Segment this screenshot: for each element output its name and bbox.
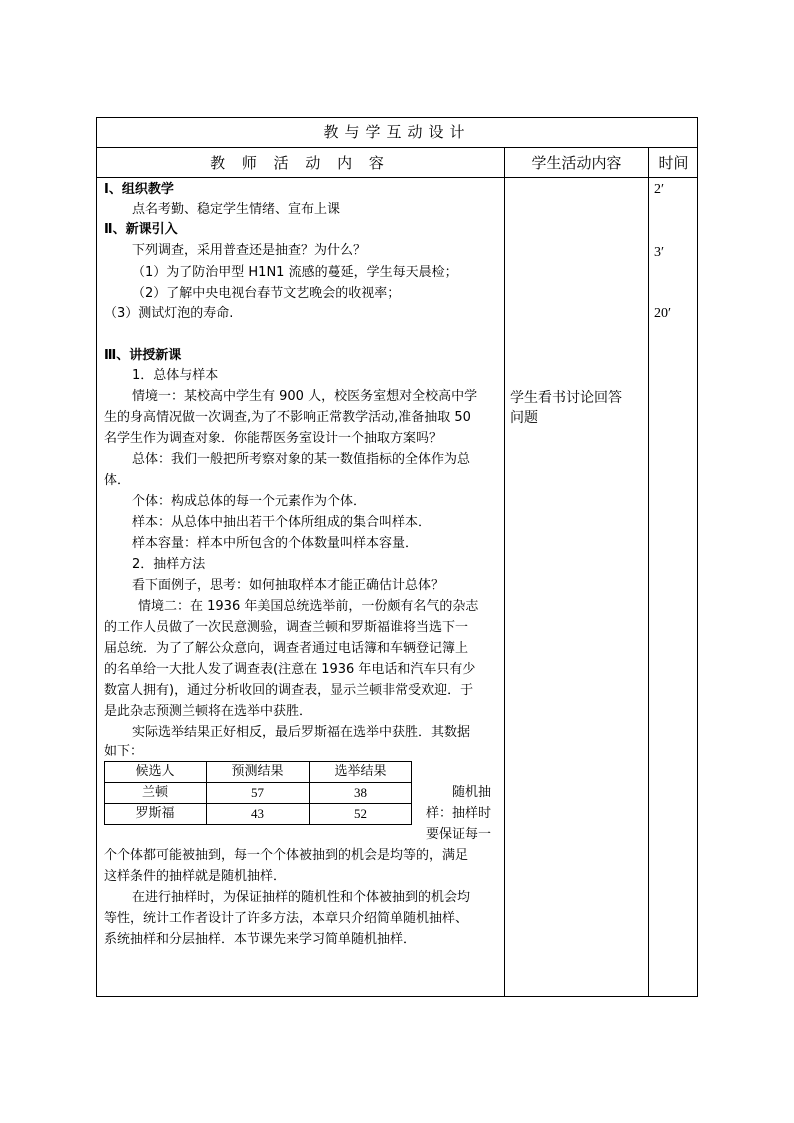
content-line: 这样条件的抽样就是随机抽样． (104, 869, 287, 884)
content-line: 样本容量：样本中所包含的个体数量叫样本容量． (132, 536, 419, 551)
content-line: 要保证每一 (426, 827, 492, 842)
header-time: 时间 (658, 154, 689, 172)
content-line: 个个体都可能被抽到，每一个个体被抽到的机会是均等的，满足 (104, 848, 469, 863)
content-line: 看下面例子，思考：如何抽取样本才能正确估计总体？ (132, 578, 445, 593)
content-line: 情境一：某校高中学生有 900 人，校医务室想对全校高中学 (132, 389, 478, 404)
content-line: 如下： (104, 744, 144, 759)
election-cell: 52 (354, 806, 367, 821)
content-line: 实际选举结果正好相反，最后罗斯福在选举中获胜．其数据 (132, 725, 471, 740)
election-table-row-divider (104, 803, 412, 804)
content-line: 的名单给一大批人发了调查表(注意在 1936 年电话和汽车只有少 (104, 662, 476, 677)
content-line: （3）测试灯泡的寿命. (104, 306, 234, 321)
content-line: 的工作人员做了一次民意测验，调查兰顿和罗斯福谁将当选下一 (104, 620, 469, 635)
content-line: 随机抽 (452, 785, 492, 800)
election-cell: 罗斯福 (135, 806, 175, 821)
student-activity-text: 问题 (510, 410, 538, 426)
election-cell: 兰顿 (141, 785, 168, 800)
content-line: 数富人拥有)，通过分析收回的调查表，显示兰顿非常受欢迎．于 (104, 683, 474, 698)
content-line: （1）为了防治甲型 H1N1 流感的蔓延，学生每天晨检； (132, 265, 458, 280)
content-line: （2）了解中央电视台春节文艺晚会的收视率； (132, 286, 401, 301)
column-divider (504, 147, 505, 997)
table-title: 教与学互动设计 (323, 123, 471, 141)
section-heading: Ⅱ、新课引入 (104, 222, 178, 237)
content-line: 下列调查，采用普查还是抽查？为什么？ (132, 243, 367, 258)
election-header-candidate: 候选人 (135, 764, 175, 779)
content-line: 样：抽样时 (426, 806, 492, 821)
content-line: 样本：从总体中抽出若干个体所组成的集合叫样本． (132, 515, 432, 530)
content-line: 名学生作为调查对象．你能帮医务室设计一个抽取方案吗？ (104, 431, 443, 446)
section-heading: Ⅰ、组织教学 (104, 182, 174, 197)
election-cell: 38 (354, 785, 367, 800)
election-cell: 43 (251, 806, 264, 821)
content-line: 等性，统计工作者设计了许多方法，本章只介绍简单随机抽样、 (104, 911, 469, 926)
content-line: 总体：我们一般把所考察对象的某一数值指标的全体作为总 (132, 452, 471, 467)
content-line: 点名考勤、稳定学生情绪、宣布上课 (132, 202, 341, 217)
time-value: 3′ (654, 245, 665, 260)
content-line: 在进行抽样时，为保证抽样的随机性和个体被抽到的机会均 (132, 890, 471, 905)
election-header-predicted: 预测结果 (231, 764, 284, 779)
content-line: 个体：构成总体的每一个元素作为个体． (132, 494, 367, 509)
subheading: 1．总体与样本 (132, 368, 219, 383)
content-line: 系统抽样和分层抽样．本节课先来学习简单随机抽样． (104, 932, 417, 947)
time-value: 20′ (654, 306, 672, 321)
content-line: 体． (104, 473, 131, 488)
content-line: 届总统．为了了解公众意向，调查者通过电话簿和车辆登记簿上 (104, 641, 469, 656)
subheading: 2．抽样方法 (132, 557, 206, 572)
election-cell: 57 (251, 785, 264, 800)
election-header-actual: 选举结果 (334, 764, 387, 779)
time-value: 2′ (654, 182, 665, 197)
content-line: 生的身高情况做一次调查,为了不影响正常教学活动,准备抽取 50 (104, 410, 471, 425)
header-student-activity: 学生活动内容 (531, 154, 622, 172)
content-line: 情境二：在 1936 年美国总统选举前，一份颇有名气的杂志 (138, 599, 479, 614)
content-line: 是此杂志预测兰顿将在选举中获胜． (104, 704, 313, 719)
election-table-row-divider (104, 782, 412, 783)
table-divider (96, 177, 698, 178)
section-heading: Ⅲ、讲授新课 (104, 348, 182, 363)
column-divider (648, 147, 649, 997)
header-teacher-activity: 教 师 活 动 内 容 (210, 154, 390, 172)
student-activity-text: 学生看书讨论回答 (510, 390, 622, 406)
table-divider (96, 147, 698, 148)
